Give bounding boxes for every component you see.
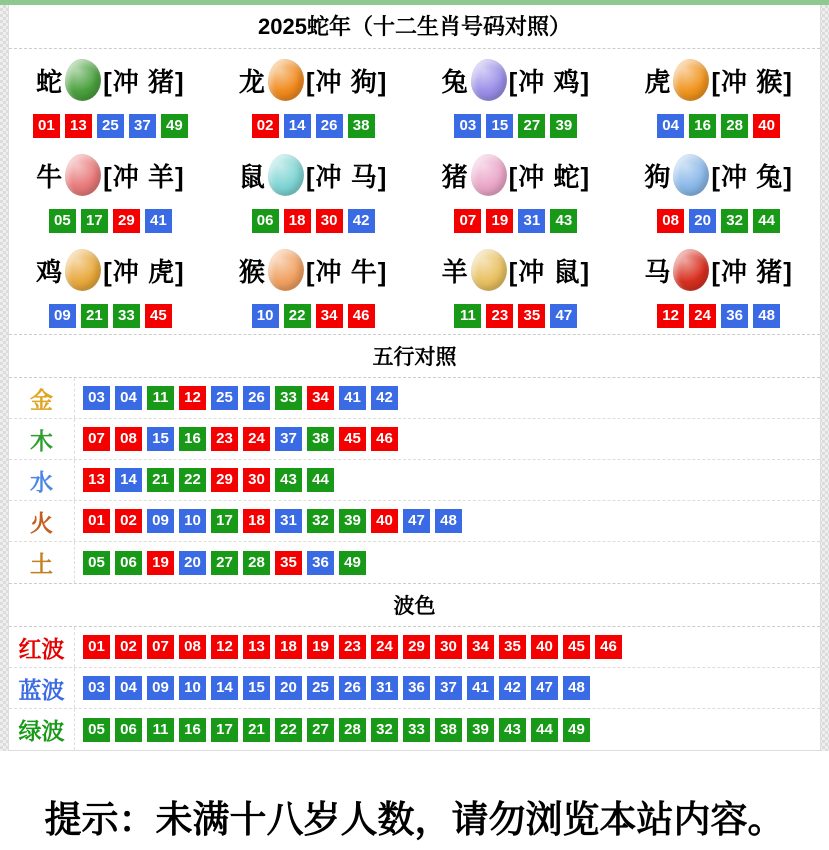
number-ball-33: 33 [275, 386, 302, 410]
zodiac-cell-10 [212, 239, 415, 334]
number-ball-10: 10 [252, 304, 279, 328]
waves-header: 波色 [9, 583, 820, 627]
zodiac-clash: [冲 马] [305, 161, 388, 192]
number-ball-23: 23 [339, 635, 366, 659]
number-ball-24: 24 [371, 635, 398, 659]
zodiac-numbers [252, 114, 375, 138]
number-ball-22: 22 [275, 718, 302, 742]
number-ball-02: 02 [115, 635, 142, 659]
rat-icon [268, 154, 304, 196]
number-ball-36: 36 [307, 551, 334, 575]
number-ball-30: 30 [435, 635, 462, 659]
element-numbers [75, 542, 366, 583]
wave-numbers [75, 627, 622, 667]
number-ball-23: 23 [211, 427, 238, 451]
number-ball-12: 12 [657, 304, 684, 328]
number-ball-24: 24 [689, 304, 716, 328]
number-ball-07: 07 [83, 427, 110, 451]
zodiac-clash: [冲 牛] [305, 256, 388, 287]
horse-icon [673, 249, 709, 291]
number-ball-01: 01 [83, 635, 110, 659]
number-ball-23: 23 [486, 304, 513, 328]
zodiac-numbers [454, 209, 577, 233]
number-ball-14: 14 [284, 114, 311, 138]
zodiac-cell-1 [9, 49, 212, 144]
number-ball-33: 33 [113, 304, 140, 328]
zodiac-head [644, 55, 793, 105]
snake-icon [65, 59, 101, 101]
number-ball-01: 01 [83, 509, 110, 533]
number-ball-17: 17 [211, 718, 238, 742]
number-ball-04: 04 [115, 676, 142, 700]
tiger-icon [673, 59, 709, 101]
zodiac-numbers [49, 209, 172, 233]
zodiac-clash: [冲 猴] [711, 66, 793, 97]
number-ball-12: 12 [179, 386, 206, 410]
element-row [9, 378, 820, 419]
wave-label: 蓝波 [9, 668, 75, 708]
rabbit-icon [471, 59, 507, 101]
zodiac-cell-3 [415, 49, 618, 144]
zodiac-numbers [657, 209, 780, 233]
number-ball-49: 49 [339, 551, 366, 575]
number-ball-49: 49 [563, 718, 590, 742]
number-ball-05: 05 [49, 209, 76, 233]
monkey-icon [268, 249, 304, 291]
number-ball-11: 11 [147, 718, 174, 742]
number-ball-27: 27 [211, 551, 238, 575]
number-ball-01: 01 [33, 114, 60, 138]
number-ball-17: 17 [211, 509, 238, 533]
number-ball-28: 28 [721, 114, 748, 138]
number-ball-44: 44 [307, 468, 334, 492]
number-ball-21: 21 [243, 718, 270, 742]
number-ball-16: 16 [179, 718, 206, 742]
number-ball-10: 10 [179, 509, 206, 533]
zodiac-head [36, 55, 185, 105]
five-elements-rows [9, 378, 820, 583]
number-ball-19: 19 [307, 635, 334, 659]
five-elements-header: 五行对照 [9, 334, 820, 378]
number-ball-46: 46 [348, 304, 375, 328]
number-ball-38: 38 [435, 718, 462, 742]
number-ball-21: 21 [147, 468, 174, 492]
number-ball-25: 25 [211, 386, 238, 410]
number-ball-29: 29 [211, 468, 238, 492]
number-ball-30: 30 [243, 468, 270, 492]
zodiac-clash: [冲 鸡] [508, 66, 591, 97]
page-background [0, 5, 829, 751]
wave-label: 红波 [9, 627, 75, 667]
element-numbers [75, 501, 462, 541]
zodiac-name: 龙 [238, 66, 266, 97]
number-ball-37: 37 [129, 114, 156, 138]
number-ball-04: 04 [115, 386, 142, 410]
number-ball-08: 08 [179, 635, 206, 659]
number-ball-45: 45 [339, 427, 366, 451]
zodiac-cell-2 [212, 49, 415, 144]
zodiac-numbers [252, 304, 375, 328]
age-warning-text: 提示：未满十八岁人数，请勿浏览本站内容。 [44, 799, 785, 840]
number-ball-28: 28 [243, 551, 270, 575]
number-ball-15: 15 [147, 427, 174, 451]
zodiac-grid [9, 49, 820, 334]
zodiac-head [239, 55, 388, 105]
dog-icon [673, 154, 709, 196]
zodiac-head [442, 245, 591, 295]
number-ball-46: 46 [595, 635, 622, 659]
wave-row [9, 709, 820, 750]
number-ball-08: 08 [115, 427, 142, 451]
zodiac-head [36, 150, 185, 200]
zodiac-head [644, 245, 793, 295]
zodiac-clash: [冲 猪] [103, 66, 185, 97]
zodiac-name: 牛 [36, 161, 64, 192]
wave-numbers [75, 668, 590, 708]
element-row [9, 501, 820, 542]
zodiac-cell-12 [617, 239, 820, 334]
number-ball-40: 40 [531, 635, 558, 659]
number-ball-07: 07 [147, 635, 174, 659]
zodiac-cell-11 [415, 239, 618, 334]
number-ball-14: 14 [115, 468, 142, 492]
number-ball-48: 48 [435, 509, 462, 533]
zodiac-clash: [冲 鼠] [508, 256, 591, 287]
zodiac-name: 鸡 [36, 256, 64, 287]
wave-numbers [75, 709, 590, 750]
element-numbers [75, 378, 398, 418]
number-ball-47: 47 [550, 304, 577, 328]
number-ball-28: 28 [339, 718, 366, 742]
number-ball-49: 49 [161, 114, 188, 138]
number-ball-32: 32 [307, 509, 334, 533]
number-ball-09: 09 [49, 304, 76, 328]
element-row [9, 460, 820, 501]
number-ball-20: 20 [179, 551, 206, 575]
zodiac-cell-7 [415, 144, 618, 239]
number-ball-24: 24 [243, 427, 270, 451]
number-ball-44: 44 [753, 209, 780, 233]
number-ball-05: 05 [83, 551, 110, 575]
number-ball-21: 21 [81, 304, 108, 328]
number-ball-45: 45 [145, 304, 172, 328]
number-ball-18: 18 [284, 209, 311, 233]
zodiac-cell-8 [617, 144, 820, 239]
number-ball-03: 03 [454, 114, 481, 138]
number-ball-39: 39 [467, 718, 494, 742]
number-ball-26: 26 [339, 676, 366, 700]
zodiac-numbers [657, 304, 780, 328]
zodiac-head [239, 245, 388, 295]
zodiac-clash: [冲 羊] [103, 161, 185, 192]
number-ball-19: 19 [486, 209, 513, 233]
number-ball-39: 39 [339, 509, 366, 533]
zodiac-name: 猴 [238, 256, 266, 287]
number-ball-05: 05 [83, 718, 110, 742]
element-numbers [75, 419, 398, 459]
rooster-icon [65, 249, 101, 291]
number-ball-11: 11 [454, 304, 481, 328]
number-ball-15: 15 [486, 114, 513, 138]
number-ball-17: 17 [81, 209, 108, 233]
zodiac-clash: [冲 狗] [305, 66, 388, 97]
zodiac-name: 兔 [441, 66, 469, 97]
number-ball-06: 06 [115, 718, 142, 742]
zodiac-cell-4 [617, 49, 820, 144]
number-ball-26: 26 [243, 386, 270, 410]
dragon-icon [268, 59, 304, 101]
number-ball-37: 37 [435, 676, 462, 700]
number-ball-18: 18 [243, 509, 270, 533]
number-ball-36: 36 [721, 304, 748, 328]
number-ball-04: 04 [657, 114, 684, 138]
number-ball-14: 14 [211, 676, 238, 700]
number-ball-22: 22 [179, 468, 206, 492]
number-ball-37: 37 [275, 427, 302, 451]
number-ball-35: 35 [499, 635, 526, 659]
wave-row [9, 627, 820, 668]
zodiac-cell-9 [9, 239, 212, 334]
zodiac-name: 鼠 [238, 161, 266, 192]
zodiac-clash: [冲 猪] [711, 256, 793, 287]
number-ball-34: 34 [316, 304, 343, 328]
number-ball-48: 48 [753, 304, 780, 328]
ox-icon [65, 154, 101, 196]
zodiac-numbers [49, 304, 172, 328]
number-ball-15: 15 [243, 676, 270, 700]
number-ball-29: 29 [403, 635, 430, 659]
number-ball-39: 39 [550, 114, 577, 138]
zodiac-clash: [冲 兔] [711, 161, 793, 192]
number-ball-09: 09 [147, 676, 174, 700]
page-title: 2025蛇年（十二生肖号码对照） [9, 5, 820, 49]
number-ball-16: 16 [689, 114, 716, 138]
number-ball-44: 44 [531, 718, 558, 742]
number-ball-31: 31 [371, 676, 398, 700]
element-row [9, 542, 820, 583]
number-ball-41: 41 [467, 676, 494, 700]
number-ball-36: 36 [403, 676, 430, 700]
number-ball-32: 32 [371, 718, 398, 742]
number-ball-07: 07 [454, 209, 481, 233]
zodiac-head [442, 55, 591, 105]
number-ball-34: 34 [307, 386, 334, 410]
number-ball-12: 12 [211, 635, 238, 659]
number-ball-02: 02 [252, 114, 279, 138]
element-label: 水 [9, 460, 75, 500]
zodiac-name: 虎 [644, 66, 672, 97]
number-ball-13: 13 [65, 114, 92, 138]
number-ball-32: 32 [721, 209, 748, 233]
number-ball-42: 42 [371, 386, 398, 410]
number-ball-40: 40 [753, 114, 780, 138]
element-label: 木 [9, 419, 75, 459]
number-ball-31: 31 [518, 209, 545, 233]
number-ball-18: 18 [275, 635, 302, 659]
number-ball-46: 46 [371, 427, 398, 451]
number-ball-48: 48 [563, 676, 590, 700]
element-label: 土 [9, 542, 75, 583]
number-ball-26: 26 [316, 114, 343, 138]
zodiac-name: 狗 [644, 161, 672, 192]
zodiac-board [8, 5, 821, 751]
zodiac-head [442, 150, 591, 200]
number-ball-41: 41 [339, 386, 366, 410]
number-ball-03: 03 [83, 676, 110, 700]
number-ball-22: 22 [284, 304, 311, 328]
zodiac-numbers [454, 304, 577, 328]
number-ball-03: 03 [83, 386, 110, 410]
zodiac-numbers [33, 114, 188, 138]
zodiac-name: 猪 [441, 161, 469, 192]
wave-label: 绿波 [9, 709, 75, 750]
number-ball-13: 13 [83, 468, 110, 492]
number-ball-25: 25 [307, 676, 334, 700]
number-ball-08: 08 [657, 209, 684, 233]
number-ball-06: 06 [115, 551, 142, 575]
zodiac-name: 马 [644, 256, 672, 287]
number-ball-13: 13 [243, 635, 270, 659]
zodiac-clash: [冲 虎] [103, 256, 185, 287]
number-ball-33: 33 [403, 718, 430, 742]
zodiac-head [644, 150, 793, 200]
number-ball-19: 19 [147, 551, 174, 575]
element-numbers [75, 460, 334, 500]
number-ball-38: 38 [307, 427, 334, 451]
number-ball-42: 42 [348, 209, 375, 233]
number-ball-10: 10 [179, 676, 206, 700]
element-label: 火 [9, 501, 75, 541]
waves-rows [9, 627, 820, 750]
number-ball-09: 09 [147, 509, 174, 533]
number-ball-47: 47 [531, 676, 558, 700]
number-ball-16: 16 [179, 427, 206, 451]
number-ball-25: 25 [97, 114, 124, 138]
number-ball-27: 27 [518, 114, 545, 138]
number-ball-35: 35 [275, 551, 302, 575]
number-ball-20: 20 [689, 209, 716, 233]
goat-icon [471, 249, 507, 291]
zodiac-cell-6 [212, 144, 415, 239]
number-ball-27: 27 [307, 718, 334, 742]
number-ball-11: 11 [147, 386, 174, 410]
zodiac-numbers [454, 114, 577, 138]
zodiac-head [36, 245, 185, 295]
number-ball-47: 47 [403, 509, 430, 533]
zodiac-name: 蛇 [36, 66, 64, 97]
number-ball-06: 06 [252, 209, 279, 233]
number-ball-31: 31 [275, 509, 302, 533]
number-ball-43: 43 [499, 718, 526, 742]
number-ball-35: 35 [518, 304, 545, 328]
zodiac-numbers [657, 114, 780, 138]
number-ball-43: 43 [550, 209, 577, 233]
number-ball-34: 34 [467, 635, 494, 659]
number-ball-20: 20 [275, 676, 302, 700]
number-ball-30: 30 [316, 209, 343, 233]
element-row [9, 419, 820, 460]
wave-row [9, 668, 820, 709]
zodiac-name: 羊 [441, 256, 469, 287]
zodiac-numbers [252, 209, 375, 233]
zodiac-head [239, 150, 388, 200]
number-ball-29: 29 [113, 209, 140, 233]
pig-icon [471, 154, 507, 196]
number-ball-45: 45 [563, 635, 590, 659]
number-ball-41: 41 [145, 209, 172, 233]
zodiac-clash: [冲 蛇] [508, 161, 591, 192]
zodiac-cell-5 [9, 144, 212, 239]
number-ball-43: 43 [275, 468, 302, 492]
number-ball-02: 02 [115, 509, 142, 533]
number-ball-38: 38 [348, 114, 375, 138]
element-label: 金 [9, 378, 75, 418]
number-ball-40: 40 [371, 509, 398, 533]
number-ball-42: 42 [499, 676, 526, 700]
